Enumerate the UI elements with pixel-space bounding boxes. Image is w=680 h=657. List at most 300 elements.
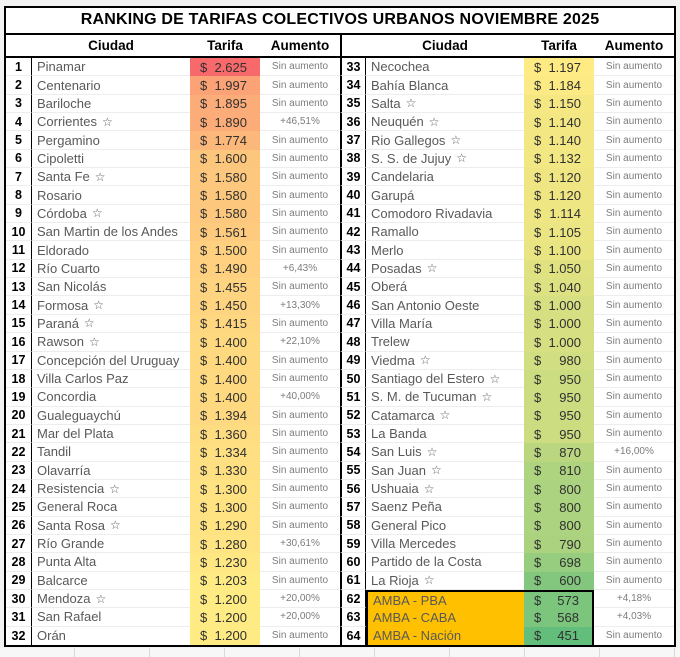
increase-cell: Sin aumento [260, 278, 340, 296]
increase-cell: Sin aumento [260, 498, 340, 516]
increase-cell: Sin aumento [260, 572, 340, 590]
capital-star-icon: ☆ [93, 298, 105, 313]
city-name: Rosario [37, 187, 82, 203]
fare-amount: 1.140 [548, 133, 581, 149]
rank-cell: 52 [340, 407, 366, 425]
city-cell [366, 425, 524, 443]
fare-amount: 568 [557, 609, 579, 625]
fare-amount: 1.000 [548, 316, 581, 332]
fare-cell [524, 498, 594, 516]
fare-cell [190, 517, 260, 535]
currency-symbol: $ [200, 151, 208, 167]
fare-cell [190, 425, 260, 443]
city-name: Bariloche [37, 95, 92, 111]
fare-amount: 1.580 [214, 206, 247, 222]
rank-cell: 26 [6, 517, 32, 535]
fare-cell [190, 223, 260, 241]
currency-symbol: $ [200, 206, 208, 222]
header-fare-left: Tarifa [207, 38, 243, 53]
city-name: Eldorado [37, 242, 90, 258]
city-name: La Rioja [371, 572, 419, 588]
currency-symbol: $ [534, 243, 542, 259]
city-name: Santiago del Estero [371, 371, 485, 387]
city-cell [366, 186, 524, 204]
currency-symbol: $ [534, 298, 542, 314]
currency-symbol: $ [534, 554, 542, 570]
fare-cell [190, 443, 260, 461]
currency-symbol: $ [200, 59, 208, 75]
increase-cell: Sin aumento [594, 76, 674, 94]
fare-amount: 1.400 [214, 389, 247, 405]
increase-cell: Sin aumento [260, 480, 340, 498]
capital-star-icon: ☆ [439, 408, 451, 423]
fare-amount: 1.300 [214, 481, 247, 497]
fare-amount: 1.000 [548, 334, 581, 350]
city-name: Santa Fe [37, 169, 90, 185]
city-name: Paraná [37, 315, 79, 331]
fare-amount: 1.200 [214, 628, 247, 644]
fare-amount: 950 [559, 371, 581, 387]
city-cell [366, 627, 524, 645]
city-cell [366, 168, 524, 186]
fare-amount: 1.415 [214, 316, 247, 332]
fare-amount: 1.400 [214, 334, 247, 350]
city-cell [366, 498, 524, 516]
rank-cell: 55 [340, 462, 366, 480]
city-name: AMBA - CABA [373, 609, 457, 625]
fare-amount: 573 [557, 592, 579, 608]
city-cell [366, 572, 524, 590]
fare-amount: 950 [559, 426, 581, 442]
city-cell [32, 113, 190, 131]
city-cell [366, 131, 524, 149]
fare-cell [190, 333, 260, 351]
fare-cell [524, 58, 594, 76]
fare-amount: 1.400 [214, 371, 247, 387]
currency-symbol: $ [200, 371, 208, 387]
currency-symbol: $ [534, 206, 542, 222]
increase-cell: Sin aumento [594, 260, 674, 278]
city-cell [32, 443, 190, 461]
fare-cell [524, 205, 594, 223]
fare-amount: 1.890 [214, 114, 247, 130]
city-cell [366, 407, 524, 425]
city-cell [32, 627, 190, 645]
city-cell [32, 131, 190, 149]
city-cell [32, 480, 190, 498]
capital-star-icon: ☆ [489, 371, 501, 386]
increase-cell: Sin aumento [260, 370, 340, 388]
rank-cell: 6 [6, 150, 32, 168]
fare-cell [190, 388, 260, 406]
currency-symbol: $ [200, 408, 208, 424]
city-name: Balcarce [37, 572, 88, 588]
fare-cell [524, 131, 594, 149]
city-name: Villa Mercedes [371, 536, 457, 552]
currency-symbol: $ [534, 353, 542, 369]
increase-cell: Sin aumento [594, 186, 674, 204]
city-cell [32, 95, 190, 113]
city-name: Punta Alta [37, 554, 97, 570]
currency-symbol: $ [200, 334, 208, 350]
fare-amount: 1.184 [548, 78, 581, 94]
rank-cell: 3 [6, 95, 32, 113]
currency-symbol: $ [200, 188, 208, 204]
capital-star-icon: ☆ [95, 591, 107, 606]
increase-cell: Sin aumento [594, 370, 674, 388]
city-name: Mar del Plata [37, 426, 114, 442]
fare-amount: 1.997 [214, 78, 247, 94]
city-cell [32, 315, 190, 333]
fare-cell [524, 608, 594, 626]
rank-cell: 22 [6, 443, 32, 461]
city-cell [32, 517, 190, 535]
increase-cell: Sin aumento [260, 315, 340, 333]
city-name: Garupá [371, 187, 415, 203]
capital-star-icon: ☆ [456, 151, 467, 166]
fare-cell [524, 590, 594, 608]
fare-cell [190, 535, 260, 553]
city-name: Rio Gallegos [371, 132, 446, 148]
capital-star-icon: ☆ [426, 261, 438, 276]
city-cell [366, 517, 524, 535]
currency-symbol: $ [200, 463, 208, 479]
capital-star-icon: ☆ [94, 169, 106, 184]
fare-amount: 1.150 [548, 96, 581, 112]
increase-cell: Sin aumento [594, 627, 674, 645]
fare-amount: 1.455 [214, 279, 247, 295]
fare-cell [190, 205, 260, 223]
header-city-right: Ciudad [422, 38, 468, 53]
rank-cell: 13 [6, 278, 32, 296]
fare-cell [524, 278, 594, 296]
rank-cell: 44 [340, 260, 366, 278]
header-rank-spacer-right [340, 35, 366, 56]
fare-amount: 1.120 [548, 188, 581, 204]
city-name: General Roca [37, 499, 118, 515]
rank-cell: 43 [340, 241, 366, 259]
city-name: Olavarría [37, 462, 91, 478]
rank-cell: 64 [340, 627, 366, 645]
rank-cell: 15 [6, 315, 32, 333]
fare-amount: 600 [559, 573, 581, 589]
increase-cell: Sin aumento [594, 241, 674, 259]
rank-cell: 32 [6, 627, 32, 645]
fare-amount: 1.490 [214, 261, 247, 277]
city-cell [366, 260, 524, 278]
city-cell [366, 535, 524, 553]
fare-cell [190, 590, 260, 608]
increase-cell: +20,00% [260, 590, 340, 608]
fare-cell [524, 296, 594, 314]
currency-symbol: $ [200, 114, 208, 130]
city-cell [366, 278, 524, 296]
currency-symbol: $ [200, 609, 208, 625]
rank-cell: 61 [340, 572, 366, 590]
increase-cell: Sin aumento [260, 627, 340, 645]
rank-cell: 38 [340, 150, 366, 168]
increase-cell: Sin aumento [260, 76, 340, 94]
rank-cell: 5 [6, 131, 32, 149]
capital-star-icon: ☆ [426, 444, 438, 459]
currency-symbol: $ [200, 96, 208, 112]
rank-cell: 28 [6, 553, 32, 571]
fare-cell [524, 223, 594, 241]
rank-cell: 17 [6, 352, 32, 370]
city-cell [32, 535, 190, 553]
fare-amount: 1.200 [214, 591, 247, 607]
increase-cell: Sin aumento [260, 443, 340, 461]
fare-amount: 1.100 [548, 243, 581, 259]
currency-symbol: $ [534, 628, 542, 644]
fare-cell [190, 186, 260, 204]
fare-amount: 1.300 [214, 499, 247, 515]
header-city-left: Ciudad [88, 38, 134, 53]
currency-symbol: $ [534, 224, 542, 240]
rank-cell: 36 [340, 113, 366, 131]
rank-cell: 1 [6, 58, 32, 76]
fare-cell [190, 278, 260, 296]
fare-cell [524, 462, 594, 480]
fare-amount: 1.561 [214, 224, 247, 240]
city-name: Orán [37, 628, 66, 644]
ranking-table [4, 6, 676, 647]
rank-cell: 19 [6, 388, 32, 406]
currency-symbol: $ [534, 316, 542, 332]
rank-cell: 27 [6, 535, 32, 553]
currency-symbol: $ [200, 169, 208, 185]
city-cell [366, 480, 524, 498]
currency-symbol: $ [200, 426, 208, 442]
increase-cell: Sin aumento [260, 425, 340, 443]
increase-cell: Sin aumento [594, 315, 674, 333]
fare-cell [524, 186, 594, 204]
increase-cell: Sin aumento [260, 95, 340, 113]
rank-cell: 62 [340, 590, 366, 608]
sheet-gridlines [0, 648, 680, 657]
fare-amount: 1.500 [214, 243, 247, 259]
fare-cell [190, 76, 260, 94]
city-name: Oberá [371, 279, 408, 295]
fare-amount: 1.140 [548, 114, 581, 130]
capital-star-icon: ☆ [419, 353, 431, 368]
city-name: General Pico [371, 517, 447, 533]
city-cell [32, 333, 190, 351]
increase-cell: Sin aumento [594, 168, 674, 186]
fare-cell [524, 425, 594, 443]
fare-cell [190, 131, 260, 149]
increase-cell: Sin aumento [594, 58, 674, 76]
city-name: Villa Carlos Paz [37, 371, 129, 387]
increase-cell: Sin aumento [594, 223, 674, 241]
currency-symbol: $ [534, 499, 542, 515]
currency-symbol: $ [534, 334, 542, 350]
city-name: Partido de la Costa [371, 554, 482, 570]
city-cell [32, 168, 190, 186]
fare-cell [524, 443, 594, 461]
rank-cell: 34 [340, 76, 366, 94]
city-cell [366, 76, 524, 94]
fare-cell [524, 168, 594, 186]
currency-symbol: $ [200, 554, 208, 570]
rank-cell: 16 [6, 333, 32, 351]
currency-symbol: $ [534, 481, 542, 497]
city-cell [32, 150, 190, 168]
fare-amount: 1.580 [214, 188, 247, 204]
fare-amount: 1.230 [214, 554, 247, 570]
capital-star-icon: ☆ [109, 518, 121, 533]
increase-cell: Sin aumento [594, 498, 674, 516]
increase-cell: Sin aumento [260, 407, 340, 425]
city-name: San Antonio Oeste [371, 297, 480, 313]
fare-cell [190, 407, 260, 425]
city-name: Candelaria [371, 169, 434, 185]
rank-cell: 20 [6, 407, 32, 425]
increase-cell: Sin aumento [260, 517, 340, 535]
fare-cell [524, 241, 594, 259]
city-name: Saenz Peña [371, 499, 442, 515]
fare-cell [190, 150, 260, 168]
capital-star-icon: ☆ [423, 481, 435, 496]
fare-amount: 1.280 [214, 536, 247, 552]
city-cell [32, 608, 190, 626]
city-cell [366, 352, 524, 370]
currency-symbol: $ [534, 426, 542, 442]
fare-cell [190, 95, 260, 113]
city-name: Bahía Blanca [371, 77, 449, 93]
fare-cell [524, 627, 594, 645]
city-name: Ramallo [371, 224, 419, 240]
currency-symbol: $ [534, 518, 542, 534]
fare-cell [190, 498, 260, 516]
city-cell [32, 425, 190, 443]
city-name: AMBA - Nación [373, 628, 462, 644]
rank-cell: 10 [6, 223, 32, 241]
increase-cell: Sin aumento [594, 150, 674, 168]
currency-symbol: $ [534, 463, 542, 479]
fare-amount: 1.105 [548, 224, 581, 240]
currency-symbol: $ [200, 481, 208, 497]
currency-symbol: $ [534, 609, 542, 625]
currency-symbol: $ [200, 518, 208, 534]
fare-cell [190, 352, 260, 370]
rank-cell: 54 [340, 443, 366, 461]
capital-star-icon: ☆ [405, 96, 417, 111]
city-name: Río Grande [37, 536, 105, 552]
increase-cell: Sin aumento [260, 168, 340, 186]
city-name: Mendoza [37, 591, 91, 607]
rank-cell: 12 [6, 260, 32, 278]
city-cell [366, 95, 524, 113]
currency-symbol: $ [200, 389, 208, 405]
fare-amount: 1.000 [548, 298, 581, 314]
currency-symbol: $ [534, 389, 542, 405]
rank-cell: 18 [6, 370, 32, 388]
increase-cell: +16,00% [594, 443, 674, 461]
header-rank-spacer-left [6, 35, 32, 56]
increase-cell: +13,30% [260, 296, 340, 314]
city-cell [32, 76, 190, 94]
rank-cell: 4 [6, 113, 32, 131]
city-name: Necochea [371, 59, 430, 75]
fare-amount: 1.200 [214, 609, 247, 625]
rank-cell: 49 [340, 352, 366, 370]
fare-amount: 1.774 [214, 133, 247, 149]
city-cell [366, 462, 524, 480]
fare-amount: 1.040 [548, 279, 581, 295]
fare-amount: 1.600 [214, 151, 247, 167]
city-name: Pinamar [37, 59, 86, 75]
city-name: San Luis [371, 444, 422, 460]
city-cell [366, 296, 524, 314]
currency-symbol: $ [200, 78, 208, 94]
increase-cell: +46,51% [260, 113, 340, 131]
currency-symbol: $ [534, 279, 542, 295]
fare-cell [524, 553, 594, 571]
header-increase-left: Aumento [270, 38, 330, 53]
capital-star-icon: ☆ [83, 316, 95, 331]
city-name: San Nicolás [37, 279, 107, 295]
currency-symbol: $ [534, 371, 542, 387]
fare-amount: 1.050 [548, 261, 581, 277]
fare-amount: 1.330 [214, 463, 247, 479]
header-fare-right: Tarifa [541, 38, 577, 53]
city-name: San Martin de los Andes [37, 224, 178, 240]
currency-symbol: $ [200, 353, 208, 369]
currency-symbol: $ [200, 499, 208, 515]
fare-cell [524, 76, 594, 94]
fare-cell [190, 572, 260, 590]
city-name: Posadas [371, 260, 422, 276]
rank-cell: 8 [6, 186, 32, 204]
fare-cell [524, 535, 594, 553]
fare-cell [190, 58, 260, 76]
fare-amount: 698 [559, 554, 581, 570]
capital-star-icon: ☆ [109, 481, 120, 496]
fare-cell [190, 315, 260, 333]
city-name: Ushuaia [371, 481, 419, 497]
fare-amount: 950 [559, 389, 581, 405]
increase-cell: Sin aumento [594, 388, 674, 406]
fare-cell [524, 113, 594, 131]
city-cell [32, 370, 190, 388]
currency-symbol: $ [200, 298, 208, 314]
rank-cell: 47 [340, 315, 366, 333]
rank-cell: 53 [340, 425, 366, 443]
rank-cell: 58 [340, 517, 366, 535]
fare-amount: 810 [559, 463, 581, 479]
fare-cell [524, 370, 594, 388]
currency-symbol: $ [200, 591, 208, 607]
city-name: Formosa [37, 297, 89, 313]
currency-symbol: $ [534, 188, 542, 204]
increase-cell: Sin aumento [594, 296, 674, 314]
fare-amount: 950 [559, 408, 581, 424]
fare-cell [524, 333, 594, 351]
increase-cell: Sin aumento [594, 517, 674, 535]
city-name: Cipoletti [37, 150, 84, 166]
city-name: San Juan [371, 462, 426, 478]
rank-cell: 41 [340, 205, 366, 223]
currency-symbol: $ [534, 261, 542, 277]
header-increase-right: Aumento [604, 38, 664, 53]
city-cell [32, 590, 190, 608]
fare-amount: 1.120 [548, 169, 581, 185]
city-cell [366, 388, 524, 406]
city-name: Pergamino [37, 132, 100, 148]
increase-cell: Sin aumento [594, 425, 674, 443]
rank-cell: 42 [340, 223, 366, 241]
